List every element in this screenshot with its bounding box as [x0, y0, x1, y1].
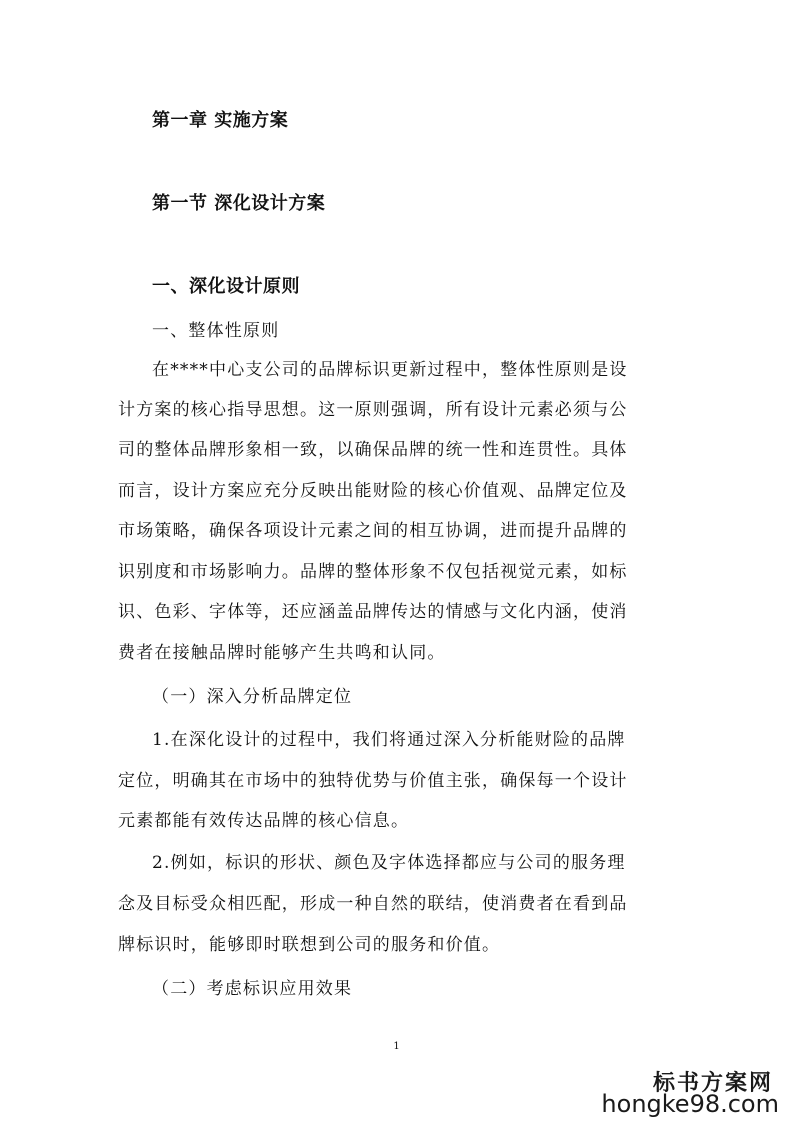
watermark-cn: 标书方案网 — [652, 1070, 773, 1096]
page-number: 1 — [393, 1041, 400, 1052]
paragraph-line: 计方案的核心指导思想。这一原则强调，所有设计元素必须与公 — [118, 400, 628, 420]
item-1-title: （一）深入分析品牌定位 — [152, 687, 353, 707]
paragraph-line: 识、色彩、字体等，还应涵盖品牌传达的情感与文化内涵，使消 — [118, 602, 628, 622]
item-2-title: （二）考虑标识应用效果 — [152, 979, 353, 999]
principle-title: 一、整体性原则 — [152, 321, 280, 341]
chapter-title: 第一章 实施方案 — [152, 110, 289, 131]
paragraph-line: 司的整体品牌形象相一致，以确保品牌的统一性和连贯性。具体 — [118, 440, 628, 460]
paragraph-line: 识别度和市场影响力。品牌的整体形象不仅包括视觉元素，如标 — [118, 562, 628, 582]
paragraph-line: 而言，设计方案应充分反映出能财险的核心价值观、品牌定位及 — [118, 481, 628, 501]
section-title: 第一节 深化设计方案 — [152, 193, 326, 214]
paragraph-line: 1.在深化设计的过程中，我们将通过深入分析能财险的品牌 — [152, 730, 626, 750]
paragraph-line: 元素都能有效传达品牌的核心信息。 — [118, 811, 410, 831]
paragraph-line: 市场策略，确保各项设计元素之间的相互协调，进而提升品牌的 — [118, 521, 628, 541]
paragraph-line: 在****中心支公司的品牌标识更新过程中，整体性原则是设 — [152, 360, 628, 380]
paragraph-line: 牌标识时，能够即时联想到公司的服务和价值。 — [118, 935, 501, 955]
paragraph-line: 2.例如，标识的形状、颜色及字体选择都应与公司的服务理 — [152, 853, 626, 873]
paragraph-line: 费者在接触品牌时能够产生共鸣和认同。 — [118, 643, 446, 663]
paragraph-line: 定位，明确其在市场中的独特优势与价值主张，确保每一个设计 — [118, 771, 628, 791]
subsection-title: 一、深化设计原则 — [152, 276, 300, 297]
watermark-en: hongke98.com — [601, 1090, 779, 1118]
paragraph-line: 念及目标受众相匹配，形成一种自然的联结，使消费者在看到品 — [118, 894, 628, 914]
